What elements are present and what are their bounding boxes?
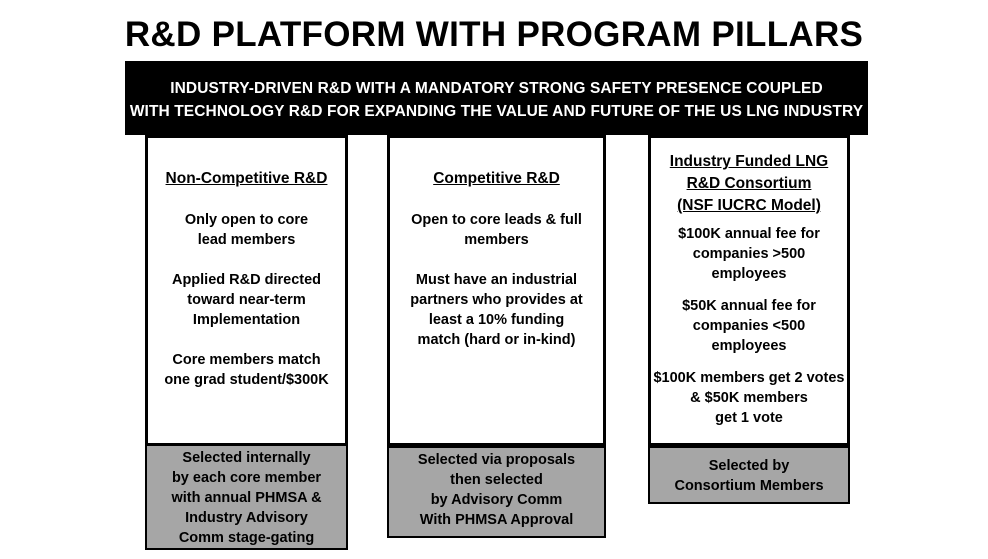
pillar-paragraph <box>390 210 603 250</box>
banner-line: INDUSTRY-DRIVEN R&D WITH A MANDATORY STRONG SAFETY PRESENCE COUPLED <box>170 80 823 97</box>
pillar-text: toward near-term <box>187 292 306 308</box>
base-text: With PHMSA Approval <box>419 512 574 528</box>
pillar-title: Competitive R&D <box>433 170 560 187</box>
pillar-text: Open to core leads & full <box>411 212 582 228</box>
pillar-text: least a 10% funding <box>428 312 565 328</box>
pillar-paragraph <box>148 270 345 330</box>
pillar-text: Must have an industrial <box>415 272 578 288</box>
pillar-paragraph <box>390 270 603 350</box>
mission-banner <box>125 61 868 135</box>
pillar-text: companies >500 <box>692 246 806 262</box>
pillar-base-non-competitive <box>145 444 348 550</box>
pillar-text: companies <500 <box>692 318 806 334</box>
base-text: by each core member <box>171 470 322 486</box>
banner-line: WITH TECHNOLOGY R&D FOR EXPANDING THE VALUE AND FUTURE OF THE US LNG INDUSTRY <box>129 103 864 120</box>
pillar-text: Core members match <box>172 352 321 368</box>
pillar-paragraph <box>148 350 345 390</box>
pillar-paragraph <box>148 210 345 250</box>
pillar-paragraph <box>651 224 847 284</box>
base-text: Industry Advisory <box>185 510 308 526</box>
pillar-text: Implementation <box>192 312 301 328</box>
pillar-paragraph <box>651 368 847 428</box>
base-text: Comm stage-gating <box>178 530 315 546</box>
pillar-text: $100K members get 2 votes <box>653 370 845 386</box>
pillar-base-consortium <box>648 446 850 504</box>
pillar-title-line: (NSF IUCRC Model) <box>677 197 821 214</box>
pillar-title <box>651 151 847 217</box>
pillar-text: match (hard or in-kind) <box>417 332 576 348</box>
pillar-text: employees <box>711 338 787 354</box>
pillar-text: $50K annual fee for <box>682 298 816 314</box>
base-text: Selected via proposals <box>417 452 576 468</box>
pillar-text: employees <box>711 266 787 282</box>
pillar-title-line: R&D Consortium <box>686 175 812 192</box>
pillar-base-competitive <box>387 446 606 538</box>
base-text: Consortium Members <box>674 478 824 494</box>
pillar-text: lead members <box>197 232 296 248</box>
pillar-paragraph <box>651 296 847 356</box>
pillar-text: one grad student/$300K <box>164 372 329 388</box>
pillar-text: partners who provides at <box>410 292 583 308</box>
base-text: Selected by <box>708 458 790 474</box>
pillar-title-line: Industry Funded LNG <box>669 153 829 170</box>
pillar-text: $100K annual fee for <box>678 226 820 242</box>
pillar-non-competitive <box>145 135 348 446</box>
base-text: then selected <box>450 472 543 488</box>
pillar-text: members <box>464 232 529 248</box>
pillar-consortium <box>648 135 850 446</box>
pillar-text: Only open to core <box>184 212 309 228</box>
base-text: Selected internally <box>182 450 311 466</box>
base-text: by Advisory Comm <box>430 492 563 508</box>
base-text: with annual PHMSA & <box>171 490 322 506</box>
pillar-title: Non-Competitive R&D <box>165 170 328 187</box>
pillar-text: Applied R&D directed <box>171 272 322 288</box>
page-title: R&D PLATFORM WITH PROGRAM PILLARS <box>124 15 864 54</box>
pillar-text: & $50K members <box>690 390 808 406</box>
pillar-competitive <box>387 135 606 446</box>
pillar-text: get 1 vote <box>715 410 783 426</box>
